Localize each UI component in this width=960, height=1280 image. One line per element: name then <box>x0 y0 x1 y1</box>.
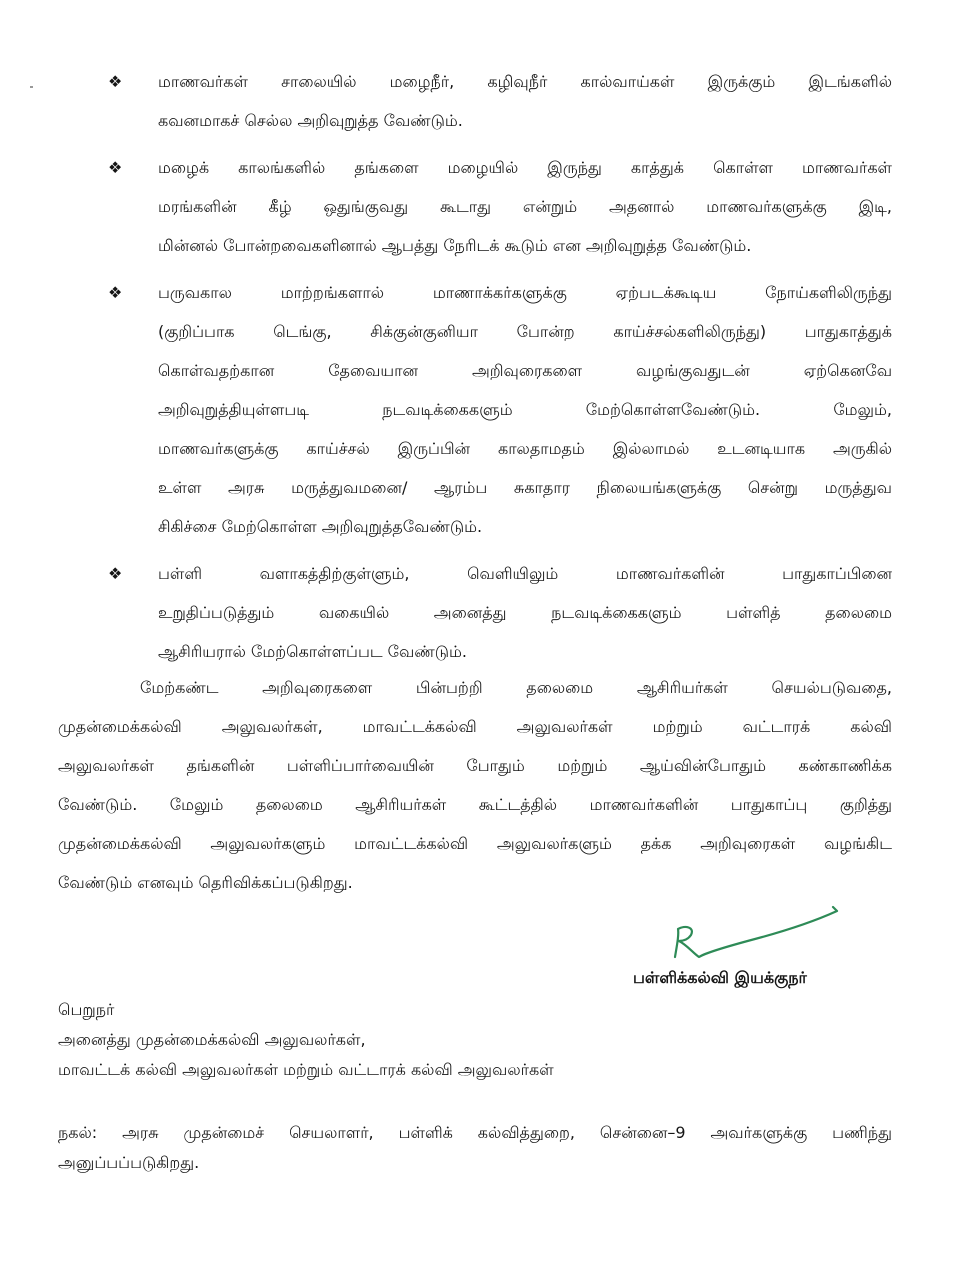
recipient-line: அனைத்து முதன்மைக்கல்வி அலுவலர்கள், <box>58 1030 366 1049</box>
copy-line: நகல்: அரசு முதன்மைச் செயலாளர், பள்ளிக் கல்வித்துறை, சென்னை–9 அவர்களுக்கு பணிந்து <box>58 1123 892 1142</box>
list-item-line: உறுதிப்படுத்தும் வகையில் அனைத்து நடவடிக்கைகளும் பள்ளித் தலைமை <box>158 603 892 622</box>
paragraph-line: முதன்மைக்கல்வி அலுவலர்கள், மாவட்டக்கல்வி அலுவலர்கள் மற்றும் வட்டாரக் கல்வி <box>58 717 892 736</box>
list-item-line: (குறிப்பாக டெங்கு, சிக்குன்குனியா போன்ற காய்ச்சல்களிலிருந்து) பாதுகாத்துக் <box>158 322 892 341</box>
paragraph-line: வேண்டும் எனவும் தெரிவிக்கப்படுகிறது. <box>58 873 353 892</box>
copy-line: அனுப்பப்படுகிறது. <box>58 1153 200 1172</box>
paragraph-line: வேண்டும். மேலும் தலைமை ஆசிரியர்கள் கூட்டத்தில் மாணவர்களின் பாதுகாப்பு குறித்து <box>58 795 892 814</box>
list-item-line: உள்ள அரசு மருத்துவமனை/ ஆரம்ப சுகாதார நிலையங்களுக்கு சென்று மருத்துவ <box>158 478 892 497</box>
diamond-bullet-icon: ❖ <box>108 158 123 177</box>
paragraph-line: மேற்கண்ட அறிவுரைகளை பின்பற்றி தலைமை ஆசிரியர்கள் செயல்படுவதை, <box>140 678 892 697</box>
list-item-line: மரங்களின் கீழ் ஒதுங்குவது கூடாது என்றும் அதனால் மாணவர்களுக்கு இடி, <box>158 197 892 216</box>
list-item-line: ஆசிரியரால் மேற்கொள்ளப்பட வேண்டும். <box>158 642 467 661</box>
paragraph-line: முதன்மைக்கல்வி அலுவலர்களும் மாவட்டக்கல்வி அலுவலர்களும் தக்க அறிவுரைகள் வழங்கிட <box>58 834 892 853</box>
list-item-line: பள்ளி வளாகத்திற்குள்ளும், வெளியிலும் மாணவர்களின் பாதுகாப்பினை <box>158 564 892 583</box>
list-item-line: கவனமாகச் செல்ல அறிவுறுத்த வேண்டும். <box>158 111 463 130</box>
list-item <box>108 273 892 546</box>
list-item-line: மாணவர்கள் சாலையில் மழைநீர், கழிவுநீர் கால்வாய்கள் இருக்கும் இடங்களில் <box>158 72 892 91</box>
list-item-line: பருவகால மாற்றங்களால் மாணாக்கர்களுக்கு ஏற்படக்கூடிய நோய்களிலிருந்து <box>158 283 892 302</box>
signatory-title: பள்ளிக்கல்வி இயக்குநர் <box>633 968 807 987</box>
list-item <box>108 148 892 265</box>
recipients-heading: பெறுநர் <box>58 1000 115 1019</box>
recipient-line: மாவட்டக் கல்வி அலுவலர்கள் மற்றும் வட்டாரக் கல்வி அலுவலர்கள் <box>58 1060 554 1079</box>
diamond-bullet-icon: ❖ <box>108 283 123 302</box>
diamond-bullet-icon: ❖ <box>108 564 123 583</box>
recipients-block <box>58 995 554 1085</box>
instructions-list <box>108 62 892 679</box>
instruction-paragraph <box>58 668 892 902</box>
list-item-line: மழைக் காலங்களில் தங்களை மழையில் இருந்து காத்துக் கொள்ள மாணவர்கள் <box>158 158 892 177</box>
list-item-line: மாணவர்களுக்கு காய்ச்சல் இருப்பின் காலதாமதம் இல்லாமல் உடனடியாக அருகில் <box>158 439 892 458</box>
list-item-line: அறிவுறுத்தியுள்ளபடி நடவடிக்கைகளும் மேற்கொள்ளவேண்டும். மேலும், <box>158 400 892 419</box>
list-item <box>108 554 892 671</box>
paragraph-line: அலுவலர்கள் தங்களின் பள்ளிப்பார்வையின் போதும் மற்றும் ஆய்வின்போதும் கண்காணிக்க <box>58 756 892 775</box>
handwritten-signature <box>665 895 845 965</box>
list-item <box>108 62 892 140</box>
list-item-line: கொள்வதற்கான தேவையான அறிவுரைகளை வழங்குவதுடன் ஏற்கெனவே <box>158 361 892 380</box>
diamond-bullet-icon: ❖ <box>108 72 123 91</box>
list-item-line: சிகிச்சை மேற்கொள்ள அறிவுறுத்தவேண்டும். <box>158 517 483 536</box>
list-item-line: மின்னல் போன்றவைகளினால் ஆபத்து நேரிடக் கூடும் என அறிவுறுத்த வேண்டும். <box>158 236 752 255</box>
copy-to-block <box>58 1118 892 1178</box>
scan-mark <box>30 86 33 88</box>
